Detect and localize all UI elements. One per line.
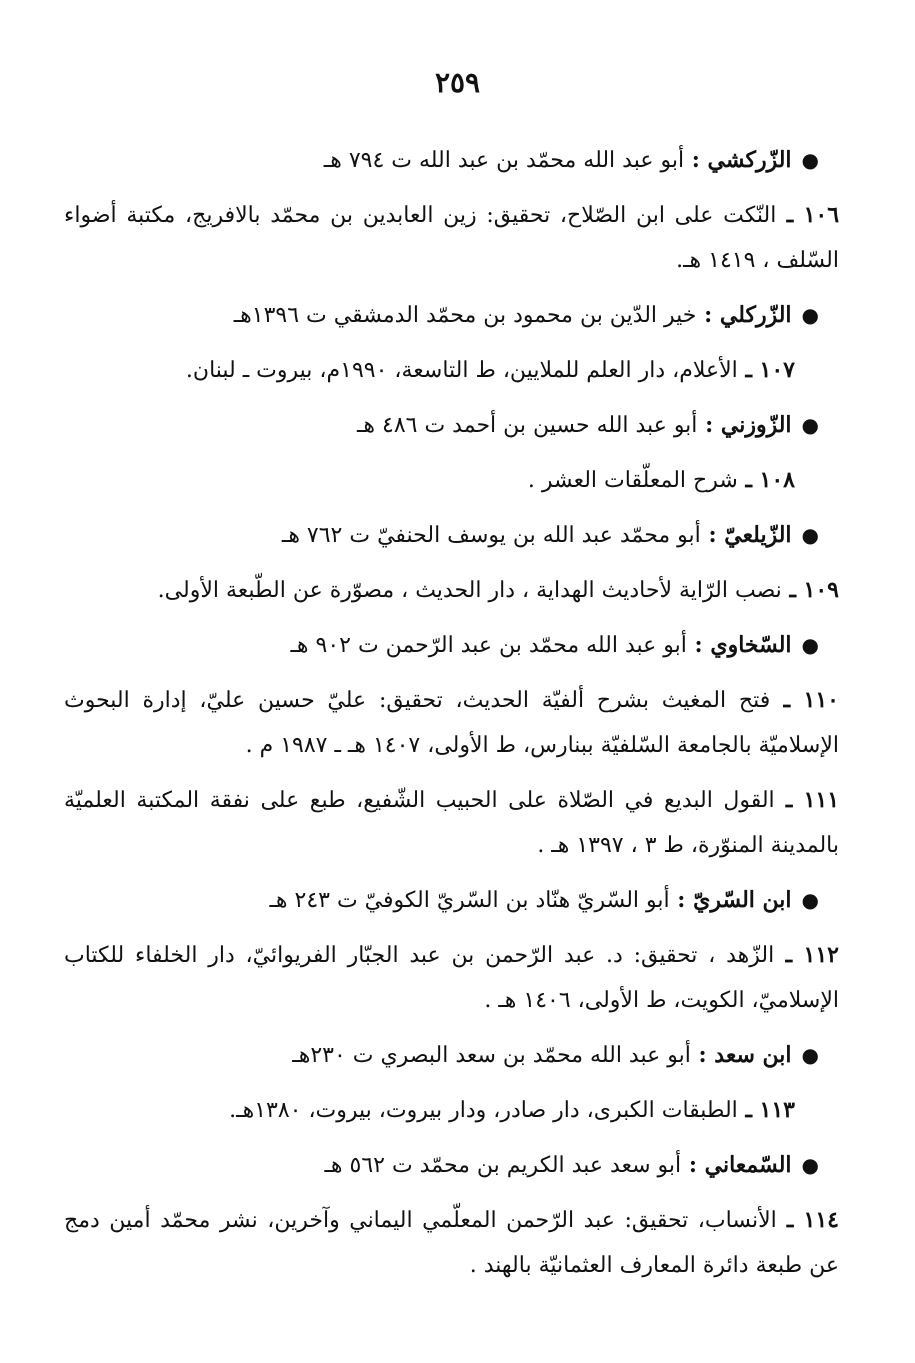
author-heading: ●الزّيلعيّ : أبو محمّد عبد الله بن يوسف الحنفيّ ت ٧٦٢ هـ (281, 522, 819, 548)
bullet-icon: ● (801, 413, 819, 437)
author-name: الزّيلعيّ (724, 522, 792, 548)
author-description: أبو السّريّ هنّاد بن السّريّ الكوفيّ ت ٢٤٣ هـ (269, 888, 670, 913)
entry-number: ١١٤ (803, 1207, 839, 1233)
bibliography-entry: ١٠٩ ـ نصب الرّاية لأحاديث الهداية ، دار الحديث ، مصوّرة عن الطّبعة الأولى. (157, 577, 839, 603)
author-description: أبو سعد عبد الكريم بن محمّد ت ٥٦٢ هـ (324, 1153, 682, 1178)
author-heading: ●السّخاوي : أبو عبد الله محمّد بن عبد الرّحمن ت ٩٠٢ هـ (290, 632, 819, 658)
entry-text: القول البديع في الصّلاة على الحبيب الشّفيع، طبع على نفقة المكتبة العلميّة بالمدينة المنوّرة، ط ٣ ، ١٣٩٧ هـ . (64, 788, 839, 858)
author-description: أبو عبد الله محمّد بن عبد الله ت ٧٩٤ هـ (323, 148, 685, 173)
entry-text: النّكت على ابن الصّلاح، تحقيق: زين العابدين بن محمّد بالافريج، مكتبة أضواء السّلف ، ١٤١٩ هـ. (64, 203, 839, 273)
author-heading: ●الزّركشي : أبو عبد الله محمّد بن عبد الله ت ٧٩٤ هـ (323, 147, 819, 173)
author-name: الزّركشي (707, 147, 792, 173)
entry-text: الطبقات الكبرى، دار صادر، ودار بيروت، بيروت، ١٣٨٠هـ. (229, 1098, 738, 1123)
bibliography-entry: ١٠٦ ـ النّكت على ابن الصّلاح، تحقيق: زين العابدين بن محمّد بالافريج، مكتبة أضواء السّلف ، ١٤١٩ هـ. (64, 202, 840, 273)
author-name: ابن سعد (714, 1042, 792, 1068)
bibliography-entry: ١١٢ ـ الزّهد ، تحقيق: د. عبد الرّحمن بن عبد الجبّار الفريوائيّ، دار الخلفاء للكتاب الإسلاميّ، الكويت، ط الأولى، ١٤٠٦ هـ . (64, 942, 839, 1013)
bullet-icon: ● (801, 148, 819, 172)
author-description: أبو عبد الله حسين بن أحمد ت ٤٨٦ هـ (356, 413, 698, 438)
author-heading: ●السّمعاني : أبو سعد عبد الكريم بن محمّد ت ٥٦٢ هـ (324, 1152, 819, 1178)
entry-number: ١١٢ (803, 942, 839, 968)
bibliography-entry: ١٠٨ ـ شرح المعلّقات العشر . (527, 467, 795, 493)
bullet-icon: ● (801, 633, 819, 657)
author-name: السّمعاني (704, 1152, 792, 1178)
bibliography-entry: ١١١ ـ القول البديع في الصّلاة على الحبيب الشّفيع، طبع على نفقة المكتبة العلميّة بالمدينة المنوّرة، ط ٣ ، ١٣٩٧ هـ . (64, 787, 840, 858)
author-name: السّخاوي (710, 632, 792, 658)
entry-number: ١١٣ (759, 1097, 795, 1123)
entry-number: ١١١ (803, 787, 840, 813)
entry-text: نصب الرّاية لأحاديث الهداية ، دار الحديث ، مصوّرة عن الطّبعة الأولى. (157, 578, 782, 603)
author-heading: ●ابن سعد : أبو عبد الله محمّد بن سعد البصري ت ٢٣٠هـ (292, 1042, 819, 1068)
entry-number: ١٠٨ (759, 467, 795, 493)
bibliography-entry: ١١٣ ـ الطبقات الكبرى، دار صادر، ودار بيروت، بيروت، ١٣٨٠هـ. (229, 1097, 795, 1123)
entry-text: فتح المغيث بشرح ألفيّة الحديث، تحقيق: عليّ حسين عليّ، إدارة البحوث الإسلاميّة بالجامعة السّلفيّة ببنارس، ط الأولى، ١٤٠٧ هـ ـ ١٩٨٧ م . (64, 688, 839, 758)
entry-number: ١٠٦ (803, 202, 840, 228)
author-name: ابن السّريّ (693, 887, 792, 913)
author-description: أبو محمّد عبد الله بن يوسف الحنفيّ ت ٧٦٢ هـ (281, 523, 701, 548)
author-name: الزّوزني (720, 412, 792, 438)
author-description: أبو عبد الله محمّد بن سعد البصري ت ٢٣٠هـ (292, 1043, 691, 1068)
bibliography-entry: ١٠٧ ـ الأعلام، دار العلم للملايين، ط التاسعة، ١٩٩٠م، بيروت ـ لبنان. (185, 357, 795, 383)
bullet-icon: ● (801, 523, 819, 547)
author-description: خير الدّين بن محمود بن محمّد الدمشقي ت ١٣٩٦هـ (233, 303, 697, 328)
entry-text: الأنساب، تحقيق: عبد الرّحمن المعلّمي اليماني وآخرين، نشر محمّد أمين دمج عن طبعة دائرة المعارف العثمانيّة بالهند . (64, 1208, 839, 1278)
bibliography-list (64, 138, 840, 1298)
author-name: الزّركلي (719, 302, 792, 328)
bullet-icon: ● (801, 1043, 819, 1067)
author-description: أبو عبد الله محمّد بن عبد الرّحمن ت ٩٠٢ هـ (290, 633, 687, 658)
page-number: ٢٥٩ (434, 66, 481, 99)
bullet-icon: ● (801, 1153, 819, 1177)
bibliography-entry: ١١٠ ـ فتح المغيث بشرح ألفيّة الحديث، تحقيق: عليّ حسين عليّ، إدارة البحوث الإسلاميّة بالجامعة السّلفيّة ببنارس، ط الأولى، ١٤٠٧ هـ ـ ١٩٨٧ م . (64, 687, 839, 758)
bullet-icon: ● (801, 303, 819, 327)
entry-number: ١٠٩ (803, 577, 839, 603)
entry-text: الأعلام، دار العلم للملايين، ط التاسعة، ١٩٩٠م، بيروت ـ لبنان. (185, 358, 738, 383)
entry-text: الزّهد ، تحقيق: د. عبد الرّحمن بن عبد الجبّار الفريوائيّ، دار الخلفاء للكتاب الإسلاميّ، الكويت، ط الأولى، ١٤٠٦ هـ . (64, 943, 839, 1013)
author-heading: ●الزّوزني : أبو عبد الله حسين بن أحمد ت ٤٨٦ هـ (356, 412, 819, 438)
author-heading: ●الزّركلي : خير الدّين بن محمود بن محمّد الدمشقي ت ١٣٩٦هـ (233, 302, 819, 328)
bullet-icon: ● (801, 888, 819, 912)
entry-number: ١١٠ (803, 687, 839, 713)
bibliography-entry: ١١٤ ـ الأنساب، تحقيق: عبد الرّحمن المعلّمي اليماني وآخرين، نشر محمّد أمين دمج عن طبعة دائرة المعارف العثمانيّة بالهند . (64, 1207, 839, 1278)
author-heading: ●ابن السّريّ : أبو السّريّ هنّاد بن السّريّ الكوفيّ ت ٢٤٣ هـ (269, 887, 819, 913)
entry-number: ١٠٧ (759, 357, 795, 383)
entry-text: شرح المعلّقات العشر . (527, 468, 738, 493)
